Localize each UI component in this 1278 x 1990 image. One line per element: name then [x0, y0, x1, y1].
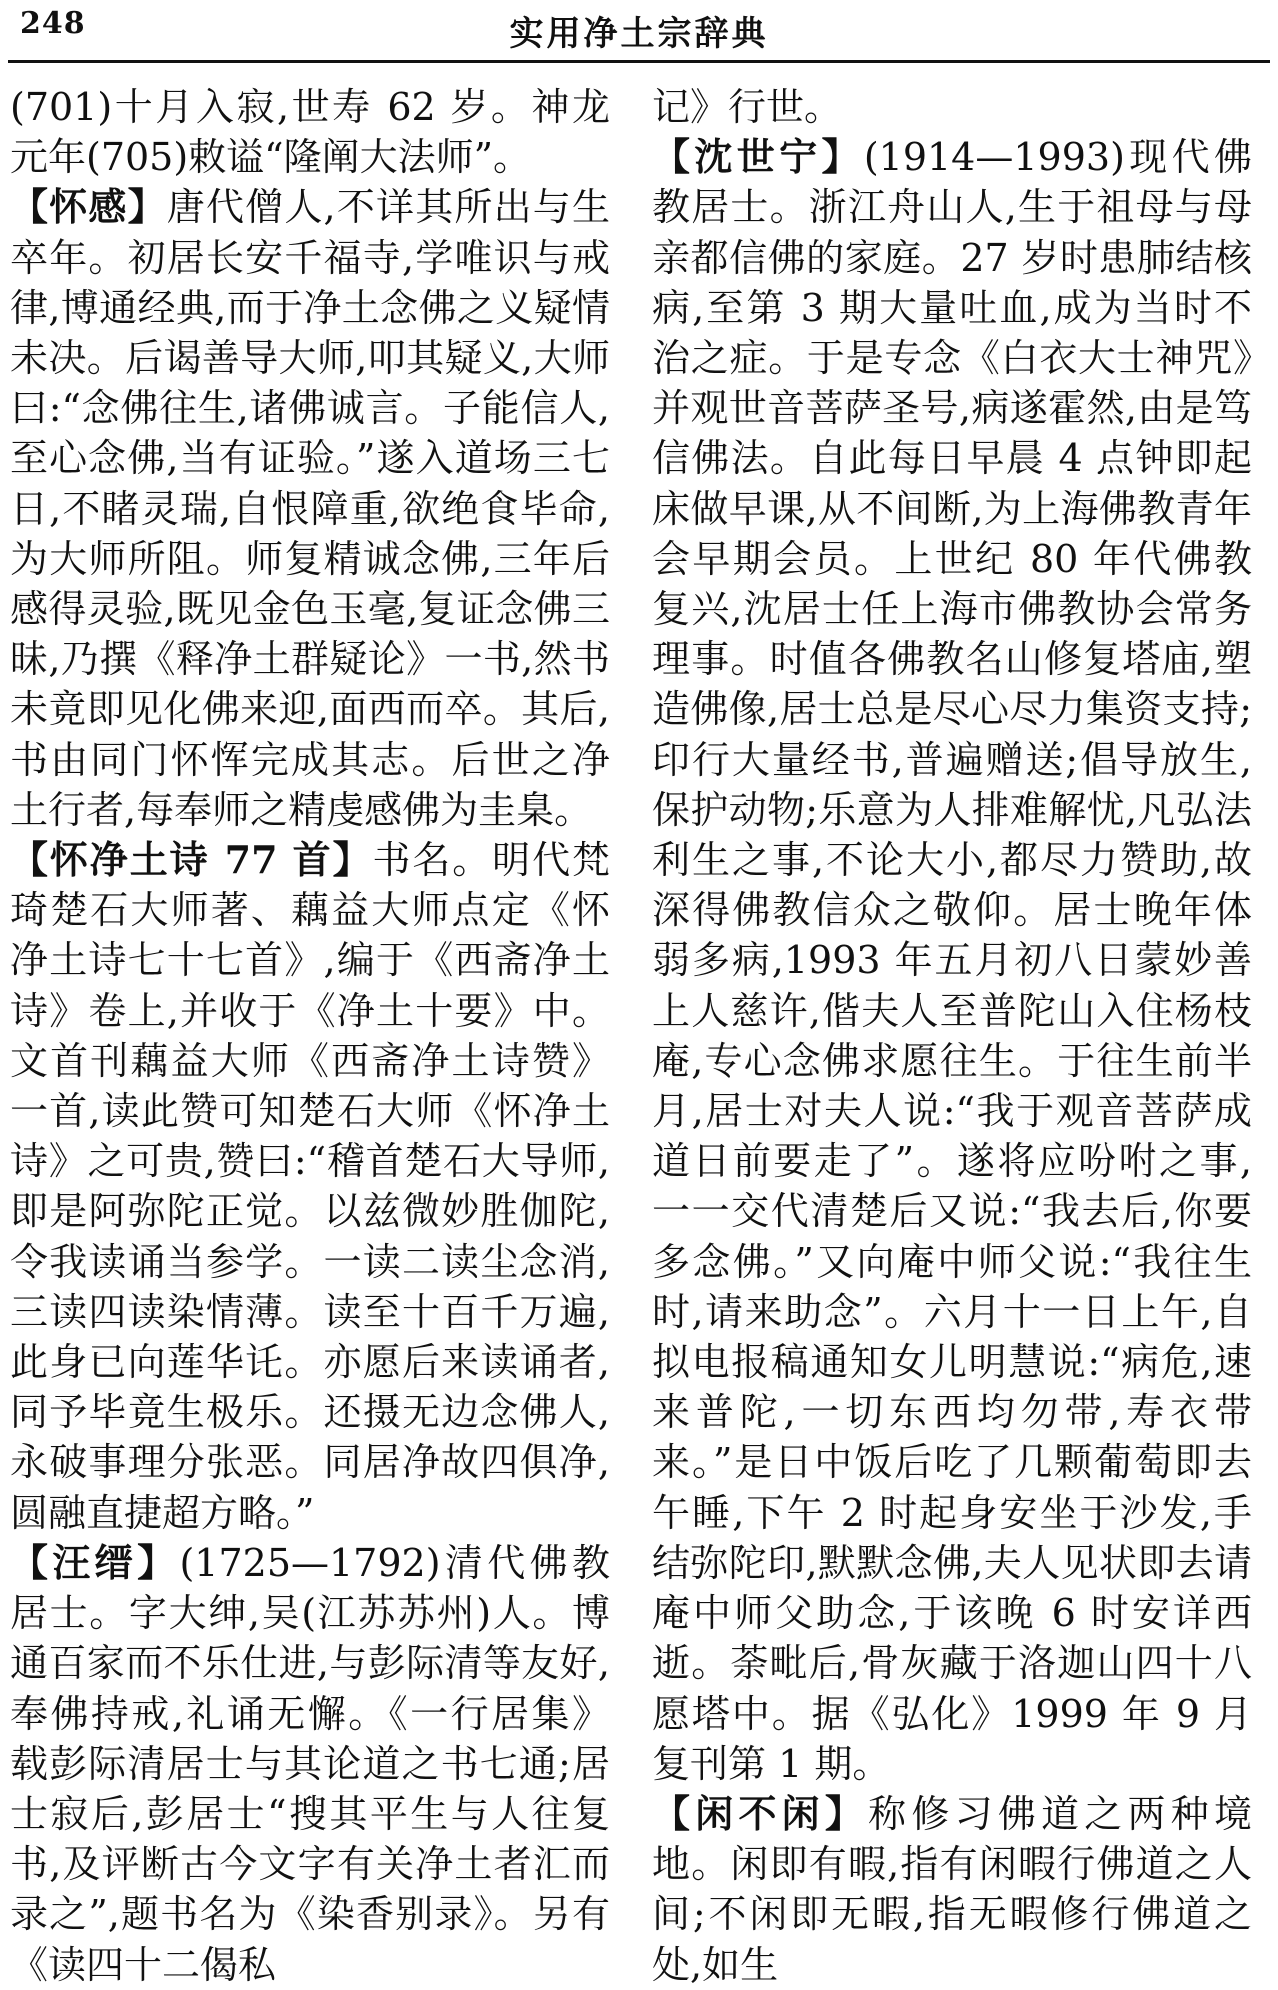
entry-body: (701)十月入寂,世寿 62 岁。神龙元年(705)敕谥“隆阐大法师”。	[10, 85, 610, 180]
entry	[652, 132, 1252, 1789]
right-column	[652, 82, 1252, 1990]
page-number: 248	[20, 6, 86, 41]
entry-continuation	[10, 82, 610, 182]
entry-body: 记》行世。	[652, 85, 843, 129]
entry-continuation	[652, 82, 1252, 132]
entry-body: 书名。明代梵琦楚石大师著、藕益大师点定《怀净土诗七十七首》,编于《西斋净土诗》卷上,并收于《净土十要》中。文首刊藕益大师《西斋净土诗赞》一首,读此赞可知楚石大师《怀净土诗》之可贵,赞曰:“稽首楚石大导师,即是阿弥陀正觉。以兹微妙胜伽陀,令我读诵当参学。一读二读尘念消,三读四读染情薄。读至十百千万遍,此身已向莲华讬。亦愿后来读诵者,同予毕竟生极乐。还摄无边念佛人,永破事理分张恶。同居净故四俱净,圆融直捷超方略。”	[10, 838, 610, 1535]
entry-body: 唐代僧人,不详其所出与生卒年。初居长安千福寺,学唯识与戒律,博通经典,而于净土念佛之义疑情未决。后谒善导大师,叩其疑义,大师曰:“念佛往生,诸佛诚言。子能信人,至心念佛,当有证验。”遂入道场三七日,不睹灵瑞,自恨障重,欲绝食毕命,为大师所阻。师复精诚念佛,三年后感得灵验,既见金色玉毫,复证念佛三昧,乃撰《释净土群疑论》一书,然书未竟即见化佛来迎,面西而卒。其后,书由同门怀恽完成其志。后世之净土行者,每奉师之精虔感佛为圭臬。	[10, 185, 610, 832]
entry	[10, 1538, 610, 1990]
entry-body: (1725—1792)清代佛教居士。字大绅,吴(江苏苏州)人。博通百家而不乐仕进,与彭际清等友好,奉佛持戒,礼诵无懈。《一行居集》载彭际清居士与其论道之书七通;居士寂后,彭居士“搜其平生与人往复书,及评断古今文字有关净土者汇而录之”,题书名为《染香别录》。另有《读四十二偈私	[10, 1540, 610, 1987]
entry	[10, 182, 610, 835]
left-column	[10, 82, 610, 1990]
page-header	[0, 0, 1278, 72]
entry-headword: 【怀净土诗 77 首】	[10, 837, 373, 883]
entry-headword: 【闲不闲】	[652, 1790, 869, 1836]
entry-body: 称修习佛道之两种境地。闲即有暇,指有闲暇行佛道之人间;不闲即无暇,指无暇修行佛道之处,如生	[652, 1791, 1252, 1987]
entry-headword: 【怀感】	[10, 184, 167, 230]
entry-headword: 【沈世宁】	[652, 134, 864, 180]
entry	[10, 835, 610, 1538]
entry	[652, 1789, 1252, 1990]
running-title: 实用净土宗辞典	[509, 14, 769, 54]
entry-body: (1914—1993)现代佛教居士。浙江舟山人,生于祖母与母亲都信佛的家庭。27 岁时患肺结核病,至第 3 期大量吐血,成为当时不治之症。于是专念《白衣大士神咒》并观世音菩萨圣号,病遂霍然,由是笃信佛法。自此每日早晨 4 点钟即起床做早课,从不间断,为上海佛教青年会早期会员。上世纪 80 年代佛教复兴,沈居士任上海市佛教协会常务理事。时值各佛教名山修复塔庙,塑造佛像,居士总是尽心尽力集资支持;印行大量经书,普遍赠送;倡导放生,保护动物;乐意为人排难解忧,凡弘法利生之事,不论大小,都尽力赞助,故深得佛教信众之敬仰。居士晚年体弱多病,1993 年五月初八日蒙妙善上人慈许,偕夫人至普陀山入住杨枝庵,专心念佛求愿往生。于往生前半月,居士对夫人说:“我于观音菩萨成道日前要走了”。遂将应吩咐之事,一一交代清楚后又说:“我去后,你要多念佛。”又向庵中师父说:“我往生时,请来助念”。六月十一日上午,自拟电报稿通知女儿明慧说:“病危,速来普陀,一切东西均勿带,寿衣带来。”是日中饭后吃了几颗葡萄即去午睡,下午 2 时起身安坐于沙发,手结弥陀印,默默念佛,夫人见状即去请庵中师父助念,于该晚 6 时安详西逝。荼毗后,骨灰藏于洛迦山四十八愿塔中。据《弘化》1999 年 9 月复刊第 1 期。	[652, 135, 1252, 1786]
header-rule	[8, 60, 1270, 63]
entry-headword: 【汪缙】	[10, 1539, 180, 1585]
